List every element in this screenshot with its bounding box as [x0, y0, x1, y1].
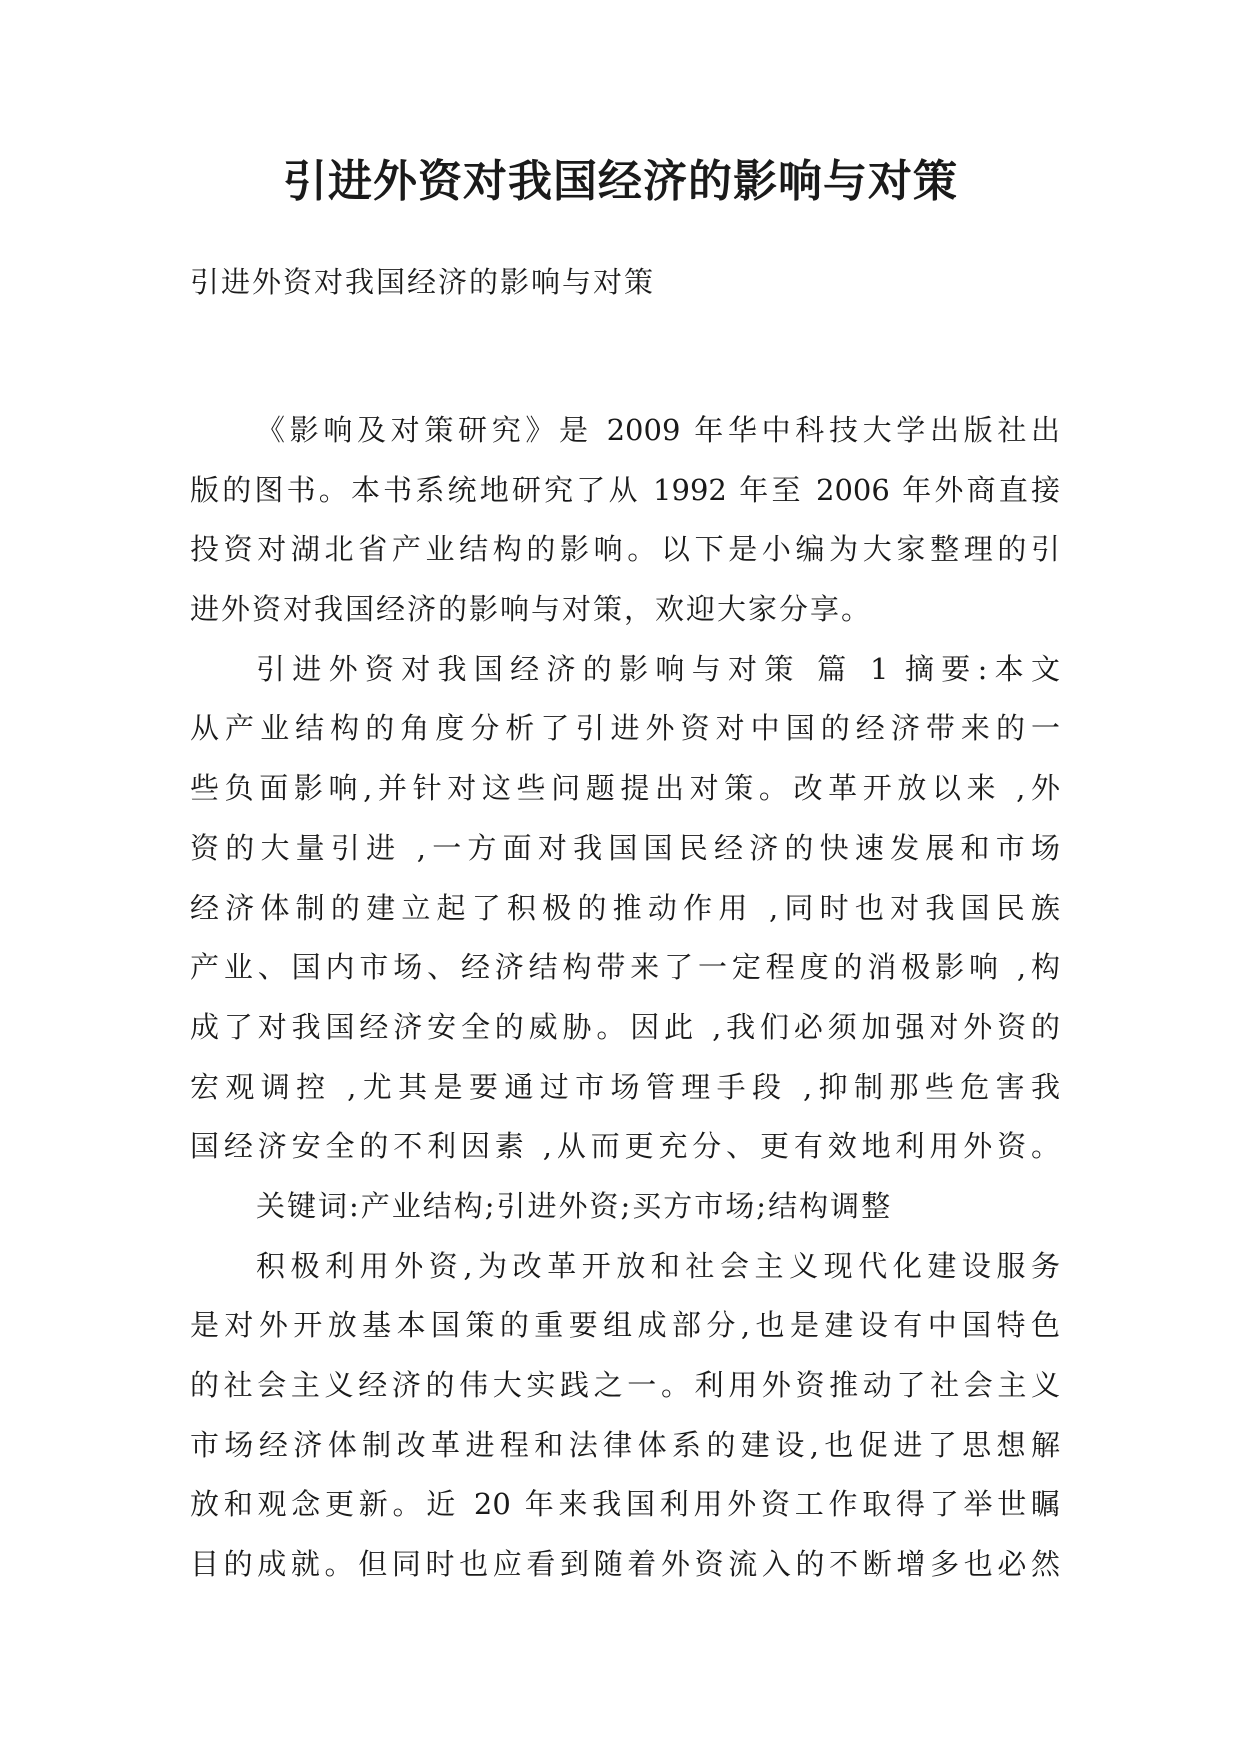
- body-line: 《影响及对策研究》是 2009 年华中科技大学出版社出: [256, 413, 1060, 447]
- body-line: 经济体制的建立起了积极的推动作用 ,同时也对我国民族: [190, 890, 1060, 925]
- body-line: 资的大量引进 ,一方面对我国国民经济的快速发展和市场: [190, 830, 1060, 865]
- document-subtitle: 引进外资对我国经济的影响与对策: [190, 265, 656, 299]
- body-line: 的社会主义经济的伟大实践之一。利用外资推动了社会主义: [190, 1368, 1060, 1402]
- body-line: 引进外资对我国经济的影响与对策 篇 1 摘要:本文: [256, 651, 1060, 686]
- body-line: 进外资对我国经济的影响与对策，欢迎大家分享。: [190, 592, 873, 627]
- body-line: 投资对湖北省产业结构的影响。以下是小编为大家整理的引: [190, 532, 1060, 567]
- document-body: [190, 405, 1060, 1599]
- body-line: 版的图书。本书系统地研究了从 1992 年至 2006 年外商直接: [190, 472, 1060, 507]
- body-line: 目的成就。但同时也应看到随着外资流入的不断增多也必然: [190, 1547, 1060, 1582]
- body-line: 些负面影响,并针对这些问题提出对策。改革开放以来 ,外: [190, 771, 1060, 806]
- body-line: 从产业结构的角度分析了引进外资对中国的经济带来的一: [190, 711, 1060, 746]
- body-line: 成了对我国经济安全的威胁。因此 ,我们必须加强对外资的: [190, 1009, 1060, 1044]
- body-line: 放和观念更新。近 20 年来我国利用外资工作取得了举世瞩: [190, 1487, 1060, 1522]
- document-title: 引进外资对我国经济的影响与对策: [283, 156, 958, 207]
- body-line: 国经济安全的不利因素 ,从而更充分、更有效地利用外资。: [190, 1129, 1060, 1164]
- body-line: 积极利用外资,为改革开放和社会主义现代化建设服务: [256, 1248, 1060, 1283]
- body-line: 市场经济体制改革进程和法律体系的建设,也促进了思想解: [190, 1427, 1060, 1462]
- body-line: 是对外开放基本国策的重要组成部分,也是建设有中国特色: [190, 1308, 1060, 1343]
- body-line: 关键词:产业结构;引进外资;买方市场;结构调整: [256, 1188, 893, 1223]
- body-line: 产业、国内市场、经济结构带来了一定程度的消极影响 ,构: [190, 950, 1060, 985]
- body-line: 宏观调控 ,尤其是要通过市场管理手段 ,抑制那些危害我: [190, 1069, 1060, 1104]
